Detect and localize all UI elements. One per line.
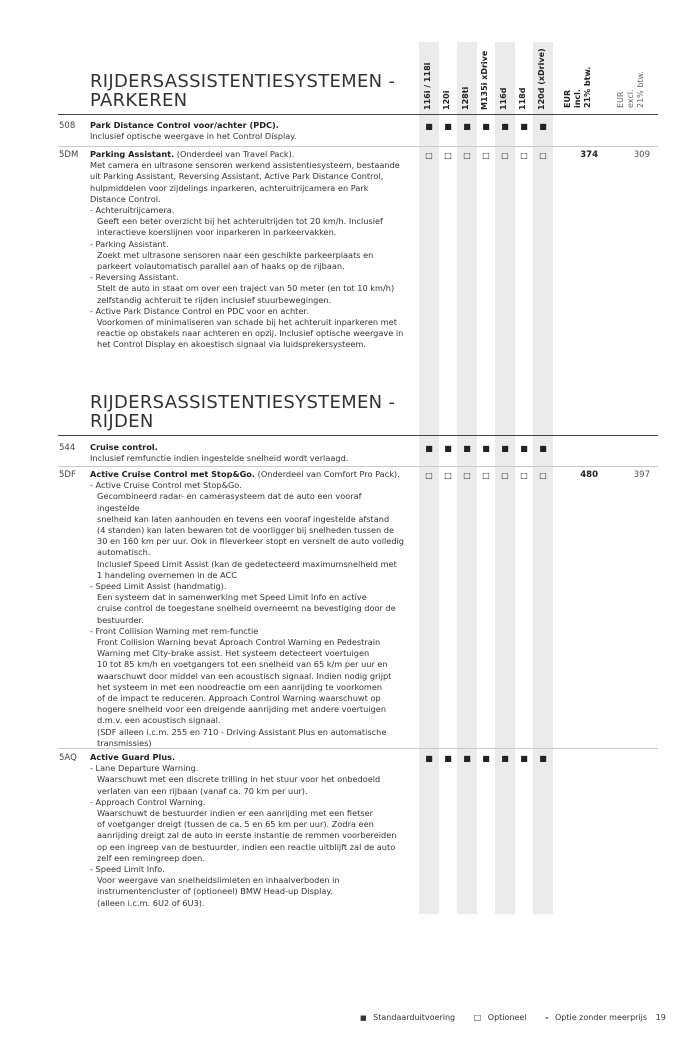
mark-optional: □ [482, 151, 490, 160]
option-name: Park Distance Control voor/achter (PDC). [90, 120, 279, 130]
section-title: RIJDERSASSISTENTIESYSTEMEN - RIJDEN [90, 392, 396, 432]
mark-standard: ■ [463, 754, 471, 763]
price-incl: 374 [580, 150, 598, 160]
mark-optional: □ [463, 151, 471, 160]
mark-standard: ■ [463, 122, 471, 131]
mark-optional: □ [482, 471, 490, 480]
legend [360, 1013, 674, 1022]
mark-standard: ■ [520, 444, 528, 453]
mark-optional: □ [444, 151, 452, 160]
mark-standard: ■ [425, 444, 433, 453]
price-incl: 480 [580, 470, 598, 480]
option-name: Active Guard Plus. [90, 752, 176, 762]
price-excl: 397 [633, 470, 650, 480]
mark-standard: ■ [463, 444, 471, 453]
row-divider [58, 466, 658, 467]
column-header: 118d [518, 87, 527, 110]
row-divider [58, 146, 658, 147]
mark-optional: □ [539, 151, 547, 160]
column-header: 120i [442, 90, 451, 110]
mark-standard: ■ [425, 754, 433, 763]
row-divider [58, 748, 658, 749]
mark-standard: ■ [501, 754, 509, 763]
column-header: M135i xDrive [480, 50, 489, 110]
mark-standard: ■ [444, 122, 452, 131]
legend-no-charge-icon: - [545, 1013, 549, 1022]
mark-optional: □ [425, 151, 433, 160]
option-description: Park Distance Control voor/achter (PDC). Inclusief optische weergave in het Control Display. [90, 120, 297, 142]
option-description: Active Guard Plus. - Lane Departure Warning. Waarschuwt met een discrete trilling in het stuur voor het onbedoeld verlaten van een rijbaan (vanaf ca. 70 km per uur). - Approach Control Warning. Waarschuwt de bestuurder indien er een aanrijding met een fietser of voetganger dreigt (tussen de ca. 5 en 65 km per uur). Zodra een aanrijding dreigt zal de auto in eerste instantie de remmen voorbereiden op een ingreep van de bestuurder, indien een reactie uitblijft zal de auto zelf een remingreep doen. - Speed Limit Info. Voor weergave van snelheidslimieten en inhaalverboden in instrumentencluster of (optioneel) BMW Head-up Display. (alleen i.c.m. 6U2 of 6U3). [90, 752, 397, 908]
mark-standard: ■ [539, 754, 547, 763]
legend-standard-icon: ■ [360, 1014, 367, 1022]
option-code: 5AQ [59, 753, 77, 763]
mark-standard: ■ [425, 122, 433, 131]
mark-standard: ■ [539, 444, 547, 453]
mark-optional: □ [425, 471, 433, 480]
mark-standard: ■ [539, 122, 547, 131]
mark-standard: ■ [520, 754, 528, 763]
mark-standard: ■ [444, 754, 452, 763]
column-header: 128ti [461, 86, 470, 110]
option-code: 544 [59, 443, 76, 453]
option-name: Parking Assistant. [90, 149, 175, 159]
legend-no-charge-label: Optie zonder meerprijs [554, 1013, 648, 1022]
mark-optional: □ [501, 471, 509, 480]
mark-standard: ■ [482, 754, 490, 763]
column-header: 116i / 118i [423, 62, 432, 110]
option-description: Active Cruise Control met Stop&Go. (Onderdeel van Comfort Pro Pack). - Active Cruise Control met Stop&Go. Gecombineerd radar- en camerasysteem dat de auto een vooraf ingestelde snelheid kan laten aanhouden en tevens een vooraf ingestelde afstand (4 standen) kan laten bewaren tot de voorligger bij snelheden tussen de 30 en 160 km per uur. Ook in fileverkeer stopt en versnelt de auto volledig automatisch. Inclusief Speed Limit Assist (kan de gedetecteerd maximumsnelheid met 1 handeling overnemen in de ACC - Speed Limit Assist (handmatig). Een systeem dat in samenwerking met Speed Limit Info en active cruise control de toegestane snelheid overneemt na bevestiging door de bestuurder. - Front Collision Warning met rem-functie Front Collision Warning bevat Aproach Control Warning en Pedestrain Warning met City-brake assist. Het systeem detecteert voertuigen 10 tot 85 km/h en voetgangers tot een snelheid van 65 k/m per uur en waarschuwt door middel van een acoustisch signaal. Indien nodig grijpt het systeem in met een noodreactie om een aanrijding te voorkomen of de impact te reduceren. Approach Control Warning waarschuwt op hogere snelheid voor een dreigende aanrijding met andere voertuigen d.m.v. een acoustisch signaal. (SDF alleen i.c.m. 255 en 710 - Driving Assistant Plus en automatische transmissies) [90, 469, 405, 748]
mark-optional: □ [463, 471, 471, 480]
mark-optional: □ [444, 471, 452, 480]
option-code: 508 [59, 121, 76, 131]
column-header: 116d [499, 87, 508, 110]
column-header: 120d (xDrive) [537, 48, 546, 110]
mark-optional: □ [520, 151, 528, 160]
legend-standard-label: Standaarduitvoering [373, 1013, 456, 1022]
option-name: Active Cruise Control met Stop&Go. [90, 469, 256, 479]
mark-optional: □ [539, 471, 547, 480]
option-code: 5DM [59, 150, 79, 160]
legend-optional-label: Optioneel [487, 1013, 527, 1022]
section-divider [58, 114, 658, 115]
option-description: Cruise control. Inclusief remfunctie indien ingestelde snelheid wordt verlaagd. [90, 442, 349, 464]
mark-optional: □ [501, 151, 509, 160]
mark-standard: ■ [501, 122, 509, 131]
legend-optional-icon: □ [473, 1013, 482, 1022]
price-incl-header: EUR incl. 21% btw. [563, 66, 592, 108]
option-name: Cruise control. [90, 442, 158, 452]
section-title: RIJDERSASSISTENTIESYSTEMEN - PARKEREN [90, 71, 396, 111]
mark-optional: □ [520, 471, 528, 480]
page-number: 19 [655, 1013, 666, 1022]
mark-standard: ■ [482, 444, 490, 453]
mark-standard: ■ [482, 122, 490, 131]
option-description: Parking Assistant. (Onderdeel van Travel Pack). Met camera en ultrasone sensoren werkend assistentiesysteem, bestaande uit Parking Assistant, Reversing Assistant, Active Park Distance Control, hulpmiddelen voor zijdelings inparkeren, achteruitrijcamera en Park Distance Control. - Achteruitrijcamera. Geeft een beter overzicht bij het achteruitrijden tot 20 km/h. Inclusief interactieve koerslijnen voor inparkeren in parkeervakken. - Parking Assistant. Zoekt met ultrasone sensoren naar een geschikte parkeerplaats en parkeert volautomatisch parallel aan of haaks op de rijbaan. - Reversing Assistant. Stelt de auto in staat om over een traject van 50 meter (en tot 10 km/h) zelfstandig achteruit te rijden inclusief stuurbewegingen. - Active Park Distance Control en PDC voor en achter. Voorkomen of minimaliseren van schade bij het achteruit inparkeren met reactie op obstakels naar achteren en opzij. Inclusief optische weergave in het Control Display en akoestisch signaal via luidsprekersysteem. [90, 149, 404, 350]
price-excl-header: EUR excl. 21% btw. [616, 71, 645, 108]
mark-standard: ■ [501, 444, 509, 453]
section-divider [58, 435, 658, 436]
price-excl: 309 [633, 150, 650, 160]
option-code: 5DF [59, 470, 76, 480]
mark-standard: ■ [444, 444, 452, 453]
mark-standard: ■ [520, 122, 528, 131]
